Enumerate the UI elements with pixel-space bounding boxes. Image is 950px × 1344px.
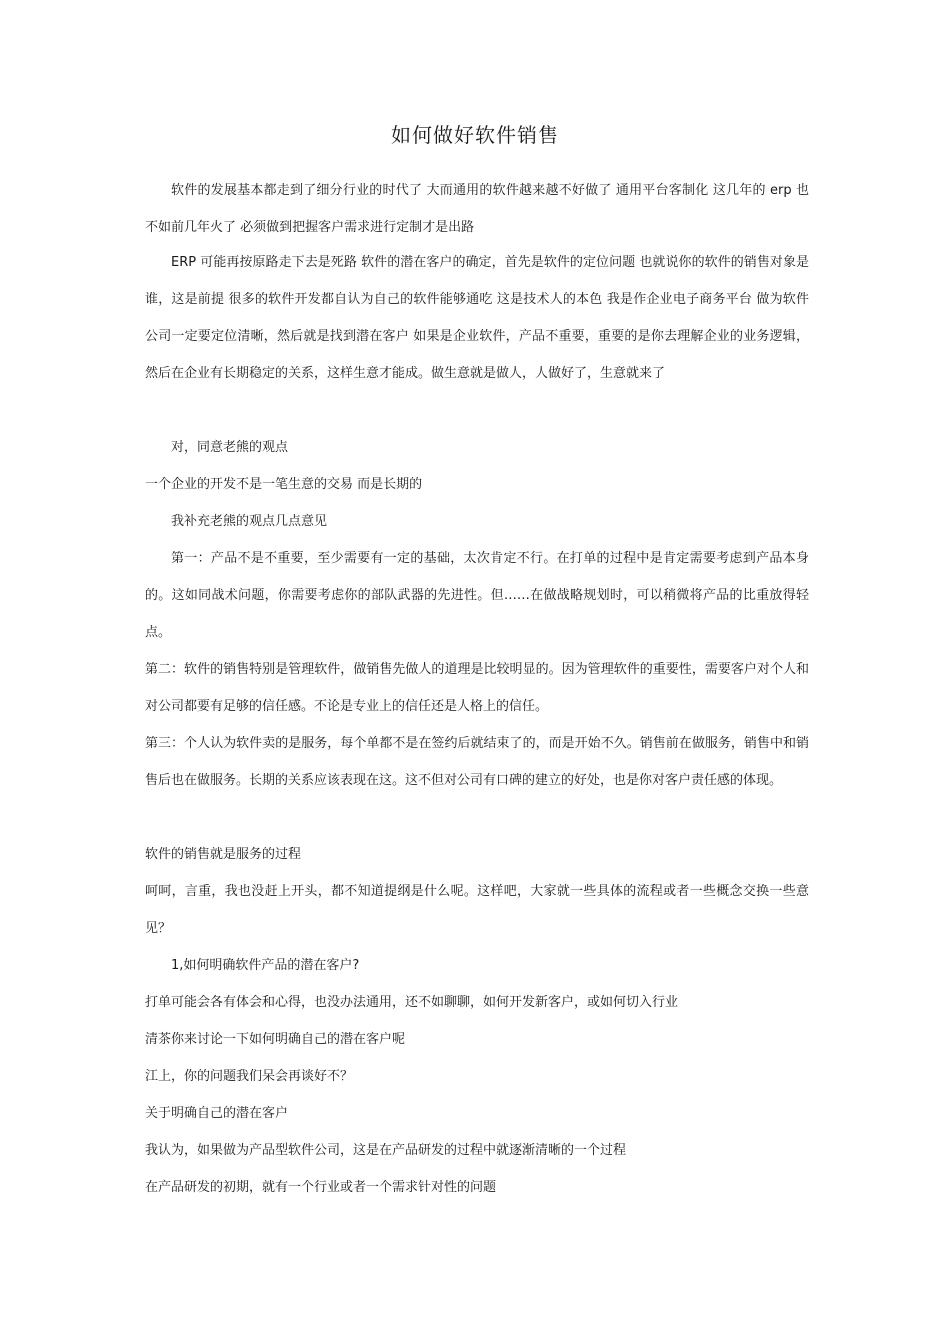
paragraph-5: 我补充老熊的观点几点意见 bbox=[171, 514, 328, 529]
paragraph-2: ERP 可能再按原路走下去是死路 软件的潜在客户的确定，首先是软件的定位问题 也就说你的软件的销售对象是谁，这是前提 很多的软件开发都自认为自己的软件能够通吃 这是技术人的本色 我是作企业电子商务平台 做为软件公司一定要定位清晰，然后就是找到潜在客户 如果是企业软件，产品不重要，重要的是你去理解企业的业务逻辑，然后在企业有长期稳定的关系，这样生意才能成。做生意就是做人，人做好了，生意就来了 bbox=[145, 255, 809, 381]
paragraph-9: 软件的销售就是服务的过程 bbox=[145, 847, 302, 862]
paragraph-1: 软件的发展基本都走到了细分行业的时代了 大而通用的软件越来越不好做了 通用平台客制化 这几年的 erp 也不如前几年火了 必须做到把握客户需求进行定制才是出路 bbox=[145, 183, 809, 235]
paragraph-3: 对，同意老熊的观点 bbox=[171, 440, 289, 455]
document-title: 如何做好软件销售 bbox=[391, 123, 559, 147]
paragraph-17: 在产品研发的初期，就有一个行业或者一个需求针对性的问题 bbox=[145, 1180, 497, 1195]
paragraph-15: 关于明确自己的潜在客户 bbox=[145, 1106, 289, 1121]
paragraph-13: 清茶你来讨论一下如何明确自己的潜在客户呢 bbox=[145, 1032, 406, 1047]
paragraph-4: 一个企业的开发不是一笔生意的交易 而是长期的 bbox=[145, 477, 423, 492]
paragraph-12: 打单可能会各有体会和心得，也没办法通用，还不如聊聊，如何开发新客户，或如何切入行业 bbox=[145, 995, 679, 1010]
paragraph-8: 第三：个人认为软件卖的是服务，每个单都不是在签约后就结束了的，而是开始不久。销售前在做服务，销售中和销售后也在做服务。长期的关系应该表现在这。这不但对公司有口碑的建立的好处，也是你对客户责任感的体现。 bbox=[145, 736, 809, 788]
paragraph-11: 1,如何明确软件产品的潜在客户? bbox=[171, 958, 360, 973]
paragraph-7: 第二：软件的销售特别是管理软件，做销售先做人的道理是比较明显的。因为管理软件的重要性，需要客户对个人和对公司都要有足够的信任感。不论是专业上的信任还是人格上的信任。 bbox=[145, 662, 809, 714]
paragraph-6: 第一：产品不是不重要，至少需要有一定的基础，太次肯定不行。在打单的过程中是肯定需要考虑到产品本身的。这如同战术问题，你需要考虑你的部队武器的先进性。但……在做战略规划时，可以稍微将产品的比重放得轻点。 bbox=[145, 551, 809, 640]
paragraph-10: 呵呵，言重，我也没赶上开头，都不知道提纲是什么呢。这样吧，大家就一些具体的流程或者一些概念交换一些意见？ bbox=[145, 884, 809, 936]
paragraph-14: 江上，你的问题我们呆会再谈好不？ bbox=[145, 1069, 354, 1084]
paragraph-16: 我认为，如果做为产品型软件公司，这是在产品研发的过程中就逐渐清晰的一个过程 bbox=[145, 1143, 627, 1158]
